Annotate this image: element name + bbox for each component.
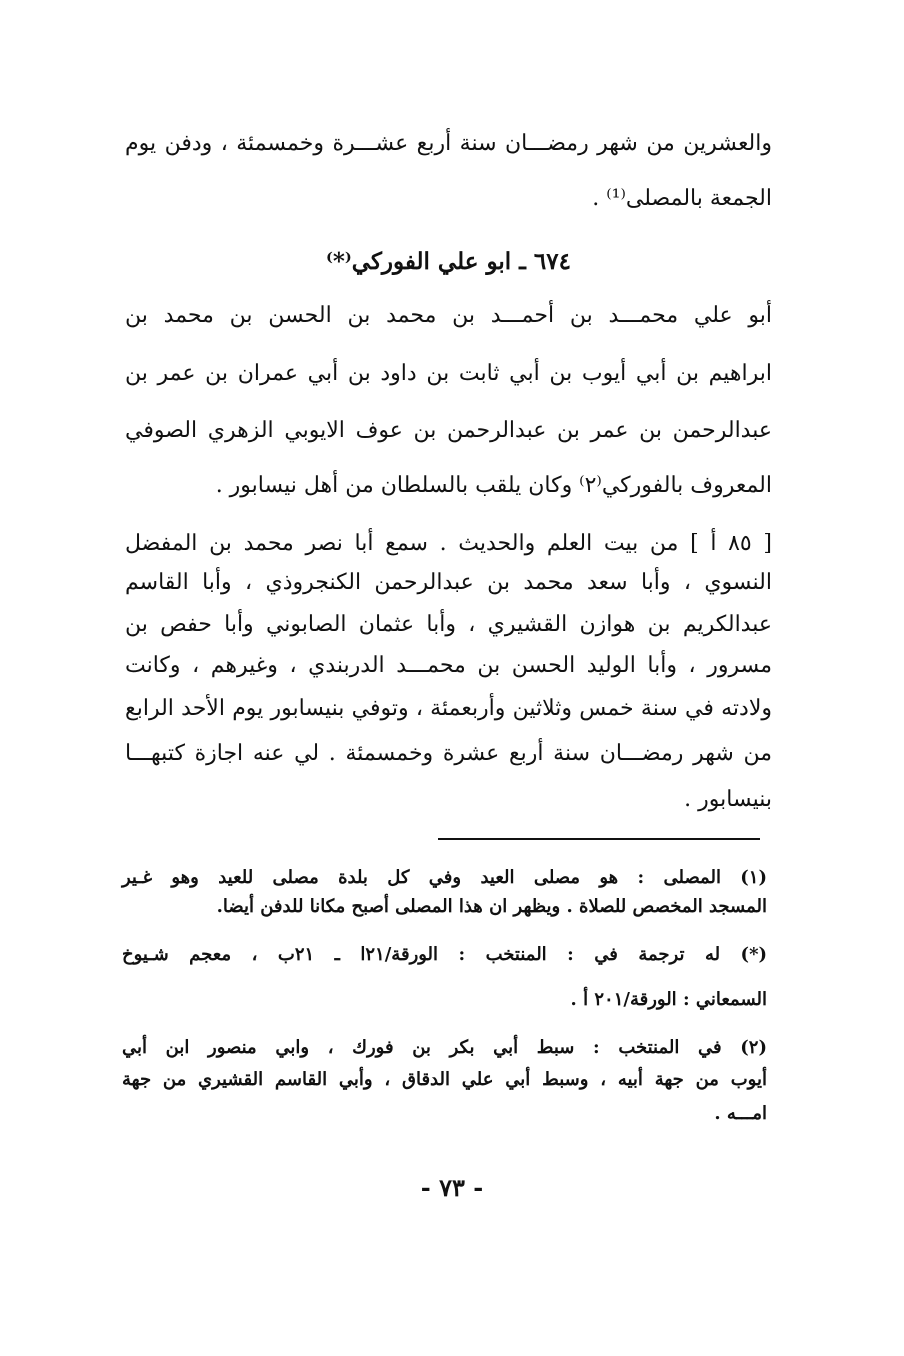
body-line-6: النسوي ، وأبا سعد محمد بن عبدالرحمن الكنجروذي ، وأبا القاسم [125, 570, 772, 595]
footnote-separator [438, 838, 760, 840]
footnote-1-line-2: المسجد المخصص للصلاة . ويظهر ان هذا المصلى أصبح مكانا للدفن أيضا. [216, 896, 767, 917]
body-line-5: [ ٨٥ أ ] من بيت العلم والحديث . سمع أبا نصر محمد بن المفضل [125, 531, 772, 556]
footnote-2-line-1: (٢) في المنتخب : سبط أبي بكر بن فورك ، وابي منصور ابن أبي [122, 1037, 767, 1058]
footnote-2-line-3: امـــه . [714, 1103, 767, 1124]
footnote-1-line-1: (١) المصلى : هو مصلى العيد وفي كل بلدة مصلى للعيد وهو غـير [122, 867, 767, 888]
body-line-10: من شهر رمضـــان سنة أربع عشرة وخمسمئة . لي عنه اجازة كتبهـــا [125, 741, 772, 766]
intro-line-1: والعشرين من شهر رمضـــان سنة أربع عشـــرة وخمسمئة ، ودفن يوم [125, 131, 772, 156]
page-number: - ٧٣ - [420, 1173, 484, 1202]
body-line-1: أبو علي محمـــد بن أحمـــد بن محمد بن الحسن بن محمد بن [125, 303, 772, 328]
body-line-2: ابراهيم بن أبي أيوب بن أبي ثابت بن داود بن أبي عمران بن عمر بن [125, 361, 772, 386]
body-line-8: مسرور ، وأبا الوليد الحسن بن محمـــد الدربندي ، وغيرهم ، وكانت [125, 653, 772, 678]
footnote-star-line-1: (*) له ترجمة في : المنتخب : الورقة/٢١ا ـ ٢١ب ، معجم شـيوخ [122, 944, 768, 965]
entry-heading: ٦٧٤ ـ ابو علي الفوركي⁽*⁾ [326, 248, 571, 275]
body-line-7: عبدالكريم بن هوازن القشيري ، وأبا عثمان الصابوني وأبا حفص بن [125, 612, 772, 637]
body-line-3: عبدالرحمن بن عمر بن عبدالرحمن بن عوف الايوبي الزهري الصوفي [125, 418, 772, 443]
intro-line-2: الجمعة بالمصلى⁽¹⁾ . [592, 186, 772, 211]
footnote-2-line-2: أيوب من جهة أبيه ، وسبط أبي علي الدقاق ، وأبي القاسم القشيري من جهة [122, 1069, 767, 1090]
body-line-4: المعروف بالفوركي⁽٢⁾ وكان يلقب بالسلطان من أهل نيسابور . [215, 473, 772, 498]
body-line-9: ولادته في سنة خمس وثلاثين وأربعمئة ، وتوفي بنيسابور يوم الأحد الرابع [125, 696, 772, 721]
footnote-star-line-2: السمعاني : الورقة/٢٠١ أ . [570, 989, 767, 1010]
body-line-11: بنيسابور . [684, 787, 772, 812]
